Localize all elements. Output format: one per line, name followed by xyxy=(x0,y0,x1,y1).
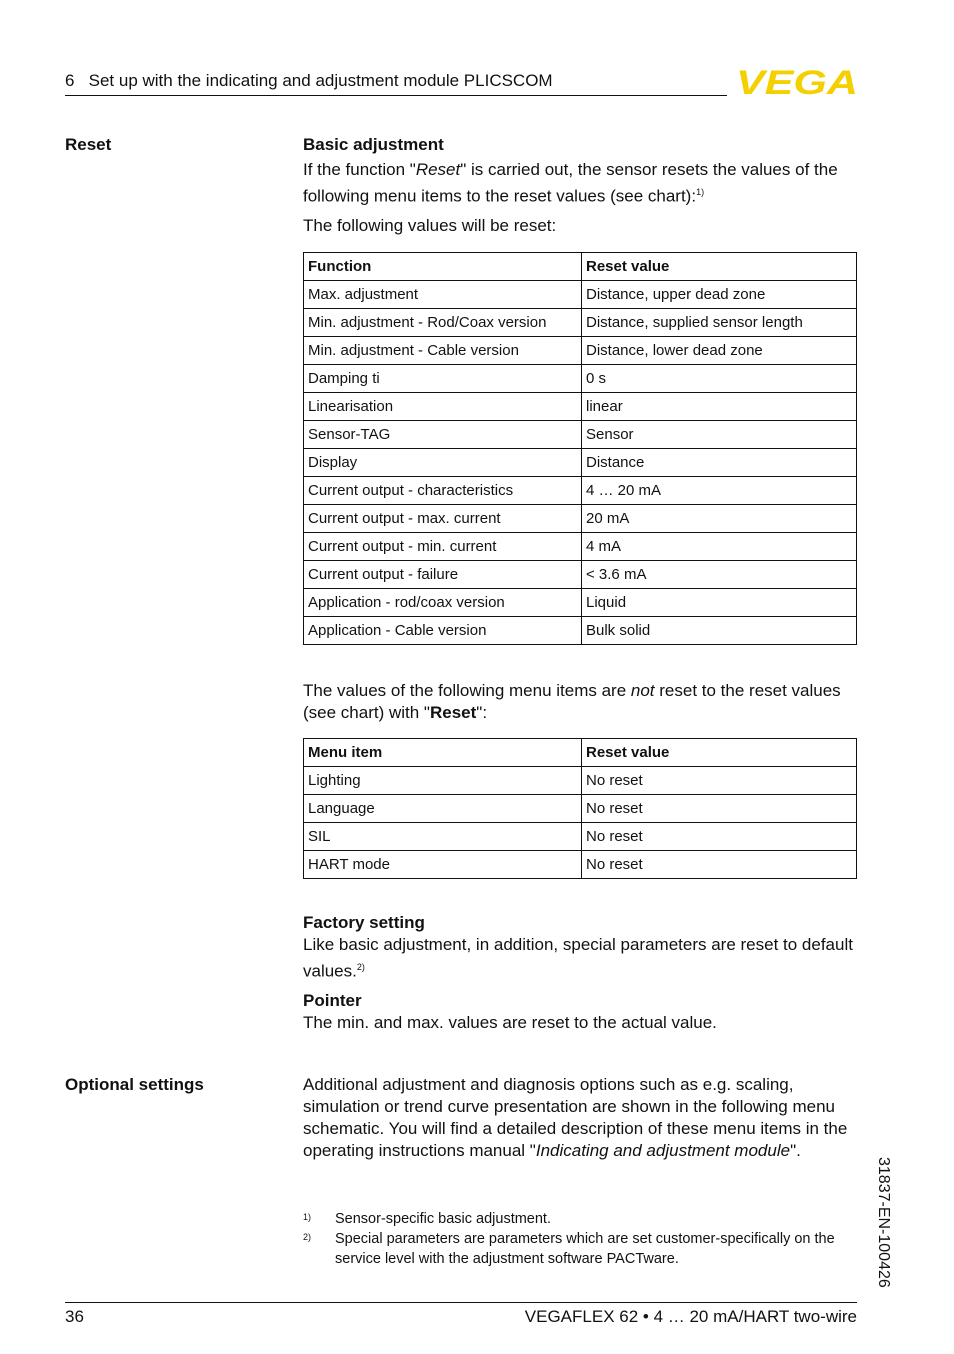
table-row xyxy=(304,281,857,309)
table-row xyxy=(304,533,857,561)
column-header-reset-value: Reset value xyxy=(582,253,857,281)
footnote-mark: 2) xyxy=(303,1232,312,1242)
menu-item-cell: HART mode xyxy=(304,851,582,879)
footnote-text: Special parameters are parameters which are set customer-specifically on the service level with the adjustment software PACTware. xyxy=(335,1231,835,1267)
table-header-row xyxy=(304,253,857,281)
menu-item-cell: SIL xyxy=(304,823,582,851)
menu-item-cell: Language xyxy=(304,795,582,823)
footer-divider xyxy=(65,1302,857,1303)
reset-value-cell: 0 s xyxy=(582,365,857,393)
reset-values-table xyxy=(303,252,857,645)
footer-title: VEGAFLEX 62 • 4 … 20 mA/HART two-wire xyxy=(524,1307,857,1326)
footnote-mark: 1) xyxy=(303,1212,312,1222)
function-cell: Current output - characteristics xyxy=(304,477,582,505)
function-cell: Damping ti xyxy=(304,365,582,393)
menu-item-cell: Lighting xyxy=(304,767,582,795)
footnote-ref-1: 1) xyxy=(696,187,705,197)
not-reset-paragraph: The values of the following menu items are not reset to the reset values (see chart) with "Reset": xyxy=(303,681,841,722)
function-cell: Linearisation xyxy=(304,393,582,421)
reset-list-intro: The following values will be reset: xyxy=(303,216,557,235)
table-row xyxy=(304,561,857,589)
reset-value-cell: 4 mA xyxy=(582,533,857,561)
reset-side-label: Reset xyxy=(65,135,112,154)
column-header-function: Function xyxy=(304,253,582,281)
function-cell: Current output - failure xyxy=(304,561,582,589)
reset-value-cell: 4 … 20 mA xyxy=(582,477,857,505)
table-row xyxy=(304,795,857,823)
function-cell: Min. adjustment - Rod/Coax version xyxy=(304,309,582,337)
section-header: 6 Set up with the indicating and adjustment module PLICSCOM xyxy=(65,71,553,90)
header-divider xyxy=(65,95,727,96)
reset-value-cell: 20 mA xyxy=(582,505,857,533)
reset-value-cell: Bulk solid xyxy=(582,617,857,645)
table-row xyxy=(304,851,857,879)
footnote-2 xyxy=(303,1229,859,1269)
function-cell: Sensor-TAG xyxy=(304,421,582,449)
reset-value-cell: No reset xyxy=(582,823,857,851)
document-code: 31837-EN-100426 xyxy=(875,1157,892,1288)
table-row xyxy=(304,393,857,421)
reset-value-cell: Liquid xyxy=(582,589,857,617)
table-row xyxy=(304,365,857,393)
function-cell: Application - rod/coax version xyxy=(304,589,582,617)
optional-settings-side-label: Optional settings xyxy=(65,1075,204,1094)
table-row xyxy=(304,767,857,795)
function-cell: Display xyxy=(304,449,582,477)
pointer-text: The min. and max. values are reset to the actual value. xyxy=(303,1013,717,1032)
column-header-menu-item: Menu item xyxy=(304,739,582,767)
column-header-reset-value: Reset value xyxy=(582,739,857,767)
function-cell: Current output - max. current xyxy=(304,505,582,533)
reset-value-cell: Distance xyxy=(582,449,857,477)
reset-value-cell: Distance, supplied sensor length xyxy=(582,309,857,337)
reset-value-cell: No reset xyxy=(582,851,857,879)
basic-adjustment-heading: Basic adjustment xyxy=(303,135,444,154)
not-reset-table xyxy=(303,738,857,879)
table-header-row xyxy=(304,739,857,767)
factory-setting-text: Like basic adjustment, in addition, special parameters are reset to default values.$^{2)}$ xyxy=(303,935,853,981)
table-row xyxy=(304,309,857,337)
reset-value-cell: Sensor xyxy=(582,421,857,449)
reset-value-cell: Distance, lower dead zone xyxy=(582,337,857,365)
footnote-ref-2: 2) xyxy=(356,962,365,972)
footnote-1 xyxy=(303,1209,859,1229)
table-row xyxy=(304,505,857,533)
function-cell: Max. adjustment xyxy=(304,281,582,309)
optional-settings-paragraph: Additional adjustment and diagnosis options such as e.g. scaling, simulation or trend curve presentation are shown in the following menu schematic. You will find a detailed description of these menu items in the operating instructions manual "Indicating and adjustment module". xyxy=(303,1075,848,1160)
reset-value-cell: No reset xyxy=(582,795,857,823)
table-row xyxy=(304,617,857,645)
vega-logo-text: VEGA xyxy=(736,66,858,96)
reset-intro-paragraph: If the function "Reset" is carried out, the sensor resets the values of the following menu items to the reset values (see chart):$^{1)}$ xyxy=(303,160,838,206)
page-number: 36 xyxy=(65,1307,84,1326)
table-row xyxy=(304,589,857,617)
vega-logo xyxy=(736,66,858,96)
reset-value-cell: linear xyxy=(582,393,857,421)
function-cell: Application - Cable version xyxy=(304,617,582,645)
footnote-text: Sensor-specific basic adjustment. xyxy=(335,1211,551,1227)
table-row xyxy=(304,449,857,477)
table-row xyxy=(304,823,857,851)
function-cell: Min. adjustment - Cable version xyxy=(304,337,582,365)
pointer-heading: Pointer xyxy=(303,991,362,1010)
reset-value-cell: Distance, upper dead zone xyxy=(582,281,857,309)
factory-setting-heading: Factory setting xyxy=(303,913,425,932)
reset-value-cell: No reset xyxy=(582,767,857,795)
table-row xyxy=(304,421,857,449)
table-row xyxy=(304,337,857,365)
reset-value-cell: < 3.6 mA xyxy=(582,561,857,589)
table-row xyxy=(304,477,857,505)
function-cell: Current output - min. current xyxy=(304,533,582,561)
